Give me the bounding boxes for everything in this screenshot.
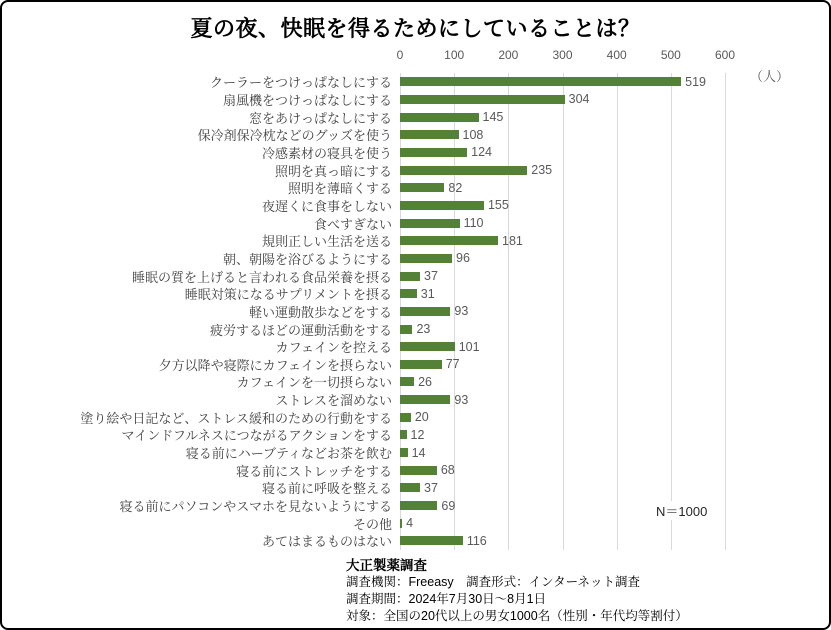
bar (400, 148, 467, 157)
x-axis-tick: 400 (606, 48, 627, 62)
bar-area (400, 214, 829, 232)
bar-value-label: 110 (463, 216, 484, 231)
bar-value-label: 93 (454, 304, 469, 319)
chart-row (2, 532, 829, 550)
bar (400, 430, 407, 439)
category-label: 朝、朝陽を浴びるようにする (222, 251, 392, 267)
bar (400, 519, 402, 528)
category-label: 寝る前にハーブティなどお茶を飲む (185, 446, 392, 462)
bar-area (400, 514, 829, 532)
bar-area (400, 267, 829, 285)
chart-row (2, 161, 829, 179)
bar-value-label: 37 (424, 480, 438, 495)
bar-value-label: 145 (482, 110, 504, 125)
bar-value-label: 12 (410, 427, 425, 442)
chart-row (2, 214, 829, 232)
bar-value-label: 101 (458, 339, 480, 354)
category-label: 扇風機をつけっぱなしにする (222, 92, 392, 108)
category-label: カフェインを控える (275, 340, 392, 356)
category-label: マインドフルネスにつながるアクションをする (121, 428, 392, 444)
chart-row (2, 267, 829, 285)
bar-value-label: 181 (502, 233, 523, 248)
chart-row (2, 179, 829, 197)
chart-row (2, 108, 829, 126)
x-axis-tick: 100 (444, 48, 465, 62)
bar-value-label: 77 (445, 357, 460, 372)
chart-title: 夏の夜、快眠を得るためにしていることは？ (190, 16, 641, 41)
category-label: 睡眠の質を上げると言われる食品栄養を摂る (131, 269, 392, 285)
bar-area (400, 161, 829, 179)
bar-area (400, 197, 829, 215)
bar-area (400, 250, 829, 268)
bar-value-label: 69 (441, 498, 456, 513)
bar-area (400, 408, 829, 426)
bar-value-label: 93 (454, 392, 469, 407)
category-label: 保冷剤保冷枕などのグッズを使う (197, 128, 392, 144)
category-label: 規則正しい生活を送る (261, 234, 392, 250)
bar (400, 219, 460, 228)
plot-area (2, 73, 829, 550)
category-label: 夜遅くに食事をしない (261, 198, 392, 214)
bar-value-label: 116 (466, 533, 487, 548)
bar-area (400, 320, 829, 338)
footer-line-3: 対象：全国の20代以上の男女1000名（性別・年代均等割付） (346, 609, 688, 623)
bar (400, 113, 479, 122)
bar-value-label: 155 (487, 198, 509, 213)
category-label: 寝る前にストレッチをする (236, 463, 392, 479)
bar (400, 413, 411, 422)
sample-size-label: N＝1000 (654, 501, 709, 520)
bar-value-label: 31 (420, 286, 435, 301)
bar-value-label: 20 (414, 410, 429, 425)
x-axis (396, 48, 736, 64)
category-label: 照明を薄暗くする (287, 181, 392, 197)
category-label: 照明を真っ暗にする (274, 163, 392, 179)
bar (400, 236, 498, 245)
bar (400, 166, 527, 175)
category-label: カフェインを一切摂らない (236, 375, 392, 391)
bar-area (400, 497, 829, 515)
chart-row (2, 444, 829, 462)
bar (400, 183, 444, 192)
bar (400, 395, 450, 404)
x-axis-tick: 300 (552, 48, 573, 62)
category-label: ストレスを溜めない (275, 393, 392, 409)
bar (400, 466, 437, 475)
chart-row (2, 356, 829, 374)
bar-value-label: 304 (568, 92, 590, 107)
chart-row (2, 391, 829, 409)
bar-area (400, 144, 829, 162)
bar-area (400, 461, 829, 479)
bar-area (400, 426, 829, 444)
category-label: 冷感素材の寝具を使う (261, 145, 392, 161)
chart-row (2, 197, 829, 215)
chart-row (2, 126, 829, 144)
bar (400, 289, 417, 298)
bar (400, 360, 442, 369)
bar-area (400, 479, 829, 497)
category-label: 睡眠対策になるサプリメントを摂る (184, 287, 392, 303)
category-label: 塗り絵や日記など、ストレス緩和のための行動をする (80, 410, 392, 426)
category-label: 寝る前に呼吸を整える (261, 481, 392, 497)
bar-area (400, 126, 829, 144)
chart-row (2, 479, 829, 497)
category-label: その他 (352, 516, 392, 532)
category-label: クーラーをつけっぱなしにする (209, 75, 392, 91)
category-label: 疲労するほどの運動活動をする (209, 322, 392, 338)
bar-area (400, 91, 829, 109)
footer-line-2: 調査期間：2024年7月30日～8月1日 (346, 592, 547, 606)
bar (400, 307, 450, 316)
bar-value-label: 519 (685, 74, 706, 89)
bar (400, 201, 484, 210)
bar-area (400, 73, 829, 91)
chart-row (2, 73, 829, 91)
bar-value-label: 235 (531, 163, 553, 178)
bar (400, 77, 681, 86)
x-axis-tick: 500 (660, 48, 681, 62)
bar-rows (2, 73, 829, 550)
bar (400, 536, 463, 545)
bar-value-label: 82 (448, 180, 463, 195)
bar-area (400, 108, 829, 126)
bar (400, 254, 452, 263)
bar-area (400, 444, 829, 462)
unit-label: （人） (750, 69, 790, 84)
bar-area (400, 303, 829, 321)
x-axis-tick: 0 (396, 48, 404, 62)
bar (400, 342, 455, 351)
bar (400, 130, 459, 139)
bar-value-label: 26 (418, 374, 432, 389)
chart-row (2, 461, 829, 479)
bar-area (400, 338, 829, 356)
bar-value-label: 96 (456, 251, 470, 266)
bar-value-label: 68 (440, 463, 455, 478)
bar-value-label: 37 (424, 269, 438, 284)
footer (346, 557, 688, 625)
bar-area (400, 356, 829, 374)
chart-row (2, 408, 829, 426)
chart-row (2, 303, 829, 321)
category-label: 窓をあけっぱなしにする (248, 110, 392, 126)
category-label: 軽い運動散歩などをする (248, 304, 392, 320)
bar-value-label: 124 (471, 145, 493, 160)
bar-value-label: 108 (462, 127, 484, 142)
chart-row (2, 285, 829, 303)
chart-row (2, 91, 829, 109)
bar (400, 448, 408, 457)
x-axis-tick: 200 (498, 48, 519, 62)
category-label: あてはまるものはない (261, 534, 392, 550)
bar (400, 272, 420, 281)
chart-row (2, 320, 829, 338)
bar (400, 377, 414, 386)
bar-area (400, 373, 829, 391)
category-label: 食べすぎない (313, 216, 392, 232)
footer-line-1: 調査機関：Freeasy 調査形式：インターネット調査 (346, 575, 641, 589)
chart-row (2, 232, 829, 250)
category-label: 寝る前にパソコンやスマホを見ないようにする (119, 499, 392, 515)
chart-row (2, 144, 829, 162)
footer-source: 大正製薬調査 (346, 558, 427, 573)
category-label: 夕方以降や寝際にカフェインを摂らない (158, 357, 392, 373)
bar-area (400, 532, 829, 550)
bar-area (400, 285, 829, 303)
bar (400, 483, 420, 492)
chart-row (2, 426, 829, 444)
chart-row (2, 338, 829, 356)
bar-area (400, 232, 829, 250)
bar (400, 501, 437, 510)
chart-row (2, 373, 829, 391)
bar-area (400, 179, 829, 197)
bar-value-label: 23 (416, 322, 431, 337)
x-axis-tick: 600 (714, 48, 736, 62)
bar-area (400, 391, 829, 409)
bar-value-label: 4 (406, 516, 414, 531)
bar (400, 325, 412, 334)
bar-value-label: 14 (411, 445, 426, 460)
bar (400, 95, 565, 104)
chart-row (2, 250, 829, 268)
